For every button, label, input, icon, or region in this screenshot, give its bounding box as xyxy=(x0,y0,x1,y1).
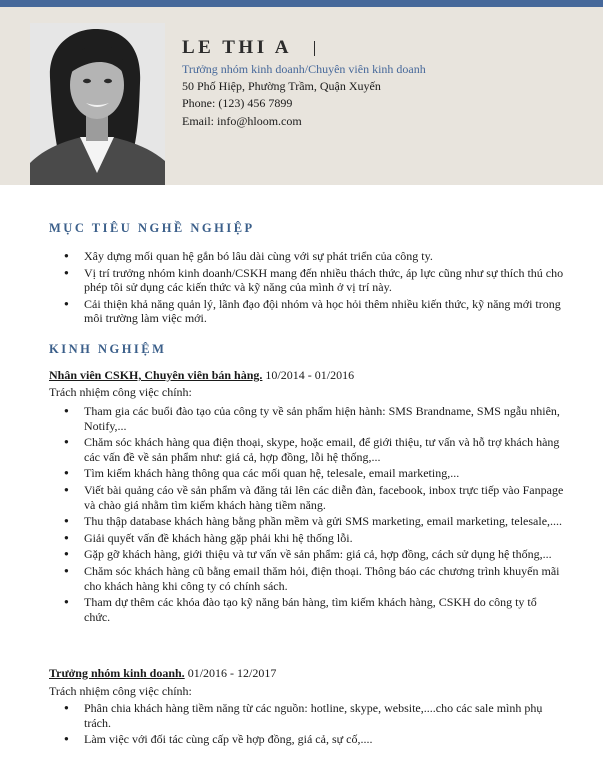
candidate-name: LE THI A xyxy=(182,37,293,58)
list-item: ● Chăm sóc khách hàng qua điện thoại, skype, hoặc email, để giới thiệu, tư vấn và hỗ trợ khách hàng các vấn đề về sản phẩm như: giá cả, hợp đồng, lỗi hệ thống,... xyxy=(84,435,564,464)
list-item: ● Cải thiện khả năng quản lý, lãnh đạo đội nhóm và học hỏi thêm nhiều kiến thức, kỹ năng mới trong môi trường làm việc mới. xyxy=(84,297,564,326)
objective-heading: MỤC TIÊU NGHỀ NGHIỆP xyxy=(49,221,255,235)
job-position: Trưởng nhóm kinh doanh. xyxy=(49,666,185,680)
list-item: ● Viết bài quảng cáo về sản phẩm và đăng tải lên các diễn đàn, facebook, inbox trực tiếp vào Fanpage và chào giá nhằm tìm kiếm khách hàng tiềm năng. xyxy=(84,483,564,512)
list-item: ● Tham gia các buổi đào tạo của công ty về sản phẩm hiện hành: SMS Brandname, SMS ngẫu nhiên, Notify,... xyxy=(84,404,564,433)
experience-heading: KINH NGHIỆM xyxy=(49,342,167,356)
job-position: Nhân viên CSKH, Chuyên viên bán hàng. xyxy=(49,368,263,382)
list-item: ● Vị trí trưởng nhóm kinh doanh/CSKH mang đến nhiều thách thức, áp lực cũng như sự thích thú cho phép tôi sử dụng các kiến thức và kỹ năng của mình ở vị trí này. xyxy=(84,266,564,295)
list-item: ● Gặp gỡ khách hàng, giới thiệu và tư vấn về sản phẩm: giá cả, hợp đồng, cách sử dụng hệ thống,... xyxy=(84,547,564,562)
list-item: ● Giải quyết vấn đề khách hàng gặp phải khi hệ thống lỗi. xyxy=(84,531,564,546)
text-cursor xyxy=(314,41,315,56)
list-item: ● Tham dự thêm các khóa đào tạo kỹ năng bán hàng, tìm kiếm khách hàng, CSKH do công ty tổ chức. xyxy=(84,595,564,624)
job-title: Trưởng nhóm kinh doanh/Chuyên viên kinh doanh xyxy=(182,62,426,76)
name-row xyxy=(182,37,315,59)
list-item: ● Phân chia khách hàng tiềm năng từ các nguồn: hotline, skype, website,....cho các sale mình phụ trách. xyxy=(84,701,564,730)
responsibilities-list xyxy=(84,701,564,749)
responsibilities-label: Trách nhiệm công việc chính: xyxy=(49,684,192,698)
job-heading xyxy=(49,666,276,681)
job-period: 01/2016 - 12/2017 xyxy=(187,666,277,680)
phone: Phone: (123) 456 7899 xyxy=(182,96,293,110)
objective-list xyxy=(84,249,564,328)
list-item: ● Làm việc với đối tác cùng cấp về hợp đồng, giá cả, sự cố,.... xyxy=(84,732,564,747)
responsibilities-label: Trách nhiệm công việc chính: xyxy=(49,385,192,399)
list-item: ● Thu thập database khách hàng bằng phần mềm và gửi SMS marketing, email marketing, telesale,.... xyxy=(84,514,564,529)
portrait-image xyxy=(30,23,165,185)
list-item: ● Chăm sóc khách hàng cũ bằng email thăm hỏi, điện thoại. Thông báo các chương trình khuyến mãi cho khách hàng khi công ty có chính sách. xyxy=(84,564,564,593)
top-accent-bar xyxy=(0,0,603,7)
list-item: ● Tìm kiếm khách hàng thông qua các mối quan hệ, telesale, email marketing,... xyxy=(84,466,564,481)
list-item: ● Xây dựng mối quan hệ gắn bó lâu dài cùng với sự phát triển của công ty. xyxy=(84,249,564,264)
address: 50 Phố Hiệp, Phường Trầm, Quận Xuyến xyxy=(182,79,381,93)
job-period: 10/2014 - 01/2016 xyxy=(265,368,355,382)
job-heading xyxy=(49,368,354,383)
responsibilities-list xyxy=(84,404,564,626)
profile-photo xyxy=(30,23,165,185)
email: Email: info@hloom.com xyxy=(182,114,302,128)
